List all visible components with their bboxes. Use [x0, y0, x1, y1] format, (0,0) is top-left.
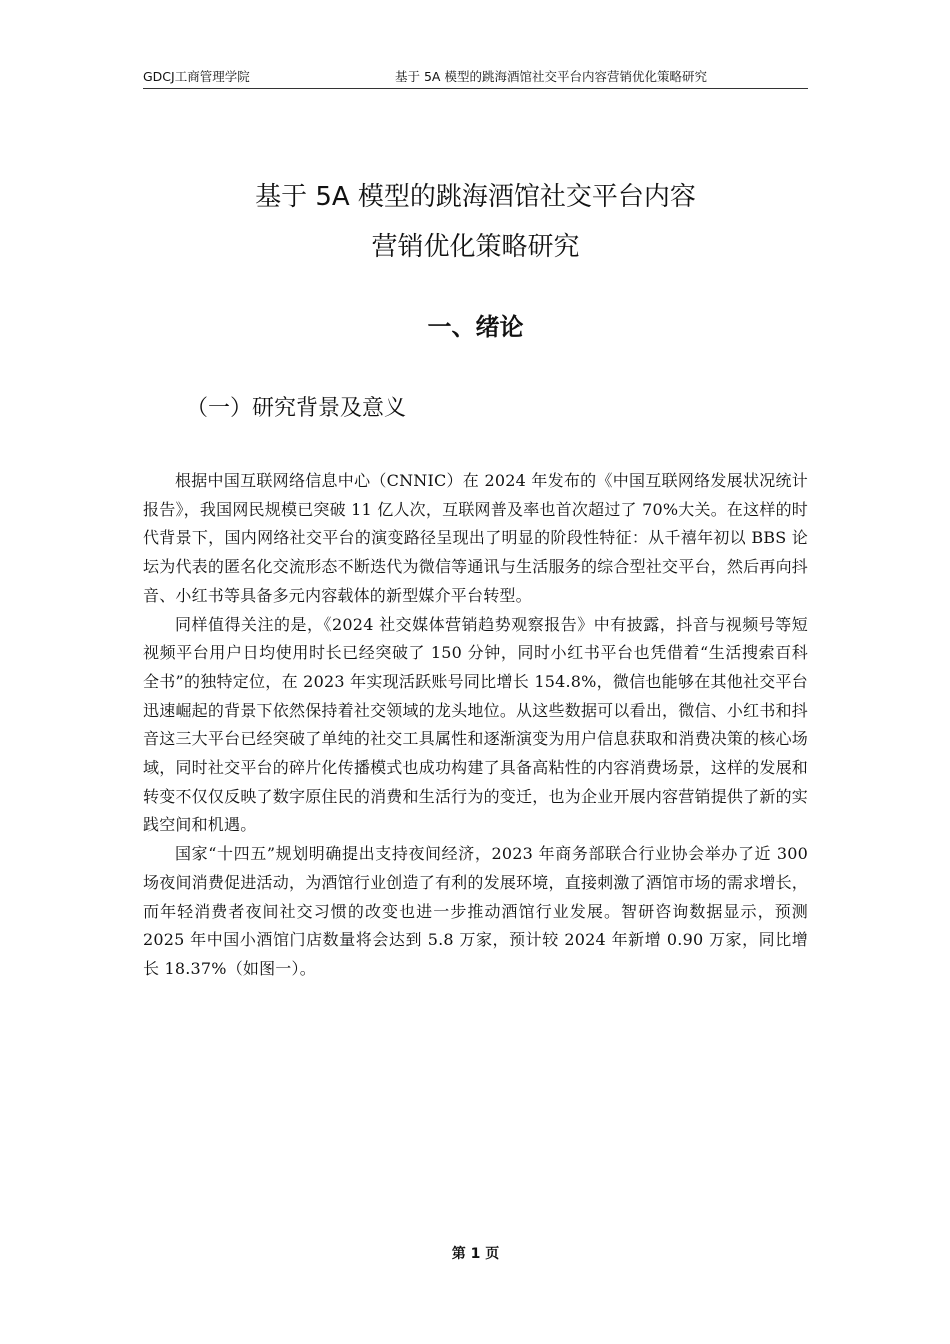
section-heading: 一、绪论 [427, 313, 524, 341]
document-title-line-2: 营销优化策略研究 [371, 232, 580, 262]
subsection-heading: （一）研究背景及意义 [186, 396, 407, 421]
document-title-line-1: 基于 5A 模型的跳海酒馆社交平台内容 [255, 182, 696, 212]
document-title [143, 172, 808, 272]
paragraph-1: 根据中国互联网络信息中心（CNNIC）在 2024 年发布的《中国互联网络发展状况统计报告》，我国网民规模已突破 11 亿人次，互联网普及率也首次超过了 70%大关。在这样的时代背景下，国内网络社交平台的演变路径呈现出了明显的阶段性特征：从千禧年初以 BBS 论坛为代表的匿名化交流形态不断迭代为微信等通讯与生活服务的综合型社交平台，然后再向抖音、小红书等具备多元内容载体的新型媒介平台转型。 [143, 471, 808, 605]
body-text [143, 467, 808, 984]
paragraph-2: 同样值得关注的是，《2024 社交媒体营销趋势观察报告》中有披露，抖音与视频号等短视频平台用户日均使用时长已经突破了 150 分钟，同时小红书平台也凭借着“生活搜索百科全书”的独特定位，在 2023 年实现活跃账号同比增长 154.8%，微信也能够在其他社交平台迅速崛起的背景下依然保持着社交领域的龙头地位。从这些数据可以看出，微信、小红书和抖音这三大平台已经突破了单纯的社交工具属性和逐渐演变为用户信息获取和消费决策的核心场域，同时社交平台的碎片化传播模式也成功构建了具备高粘性的内容消费场景，这样的发展和转变不仅仅反映了数字原住民的消费和生活行为的变迁，也为企业开展内容营销提供了新的实践空间和机遇。 [143, 614, 808, 835]
header-running-title: 基于 5A 模型的跳海酒馆社交平台内容营销优化策略研究 [395, 69, 707, 84]
page-header [143, 68, 808, 89]
paragraph-3: 国家“十四五”规划明确提出支持夜间经济，2023 年商务部联合行业协会举办了近 300 场夜间消费促进活动，为酒馆行业创造了有利的发展环境，直接刺激了酒馆市场的需求增长，而年轻消费者夜间社交习惯的改变也进一步推动酒馆行业发展。智研咨询数据显示，预测 2025 年中国小酒馆门店数量将会达到 5.8 万家，预计较 2024 年新增 0.90 万家，同比增长 18.37%（如图一）。 [143, 844, 808, 978]
page-number: 第 1 页 [451, 1246, 500, 1262]
header-institution: GDCJ工商管理学院 [143, 69, 250, 84]
